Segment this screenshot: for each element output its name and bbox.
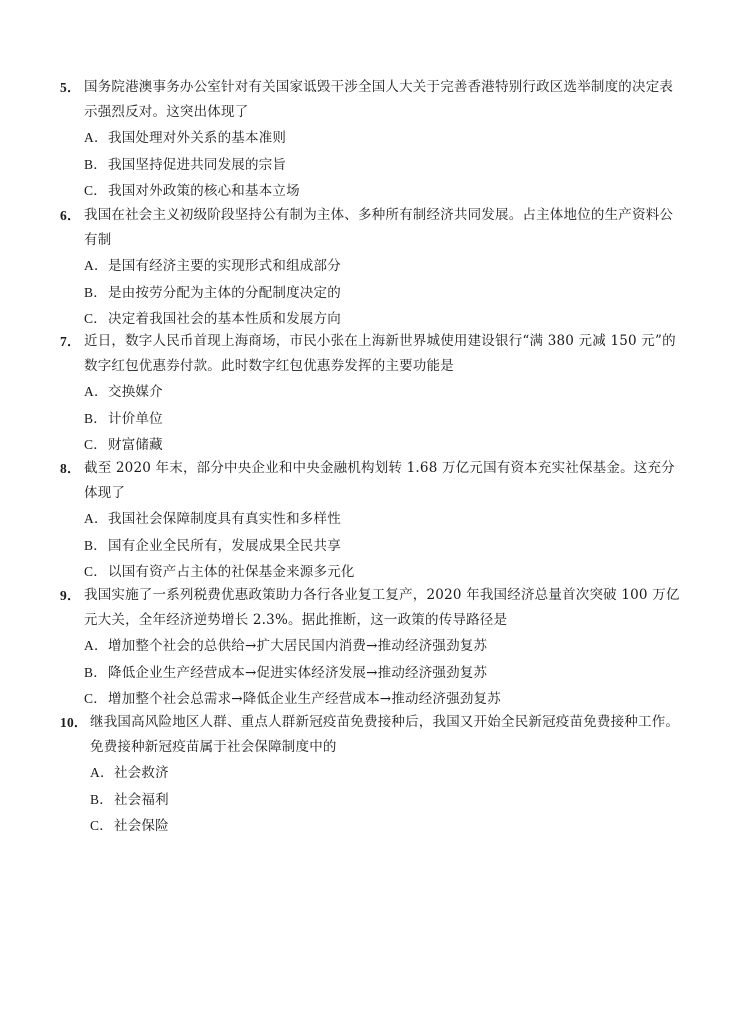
option-text: 增加整个社会的总供给→扩大居民国内消费→推动经济强劲复苏 [108,638,488,654]
option-b[interactable] [60,152,685,179]
question-number: 9． [60,588,81,603]
option-text: 我国社会保障制度具有真实性和多样性 [108,511,341,527]
option-a[interactable] [60,506,685,533]
option-list [60,379,685,459]
option-text: 我国坚持促进共同发展的宗旨 [108,156,287,173]
option-letter: A． [84,258,108,273]
option-letter: B． [84,284,107,300]
question-number: 6． [60,208,81,223]
question-text: 近日，数字人民币首现上海商场，市民小张在上海新世界城使用建设银行“满 380 元减 150 元”的数字红包优惠券付款。此时数字红包优惠券发挥的主要功能是 [84,333,676,374]
option-b[interactable] [60,660,685,687]
option-text: 增加整个社会总需求→降低企业生产经营成本→推动经济强劲复苏 [108,691,501,707]
option-text: 国有企业全民所有，发展成果全民共享 [108,537,341,554]
option-c[interactable] [60,813,685,840]
question-text: 我国实施了一系列税费优惠政策助力各行各业复工复产，2020 年我国经济总量首次突破 100 万亿元大关，全年经济逆势增长 2.3%。据此推断，这一政策的传导路径是 [84,587,680,628]
option-b[interactable] [60,787,685,814]
question-8 [60,456,685,586]
option-c[interactable] [60,686,685,713]
question-stem [60,456,685,506]
question-text: 我国在社会主义初级阶段坚持公有制为主体、多种所有制经济共同发展。占主体地位的生产资料公有制 [84,207,674,248]
question-5 [60,75,685,205]
option-text: 财富储藏 [108,437,163,453]
question-number: 8． [60,461,81,476]
option-letter: A． [84,384,108,399]
option-letter: C． [84,311,107,326]
option-letter: C． [84,564,107,579]
question-stem [60,203,685,253]
question-stem [60,329,685,379]
question-number: 7． [60,334,81,349]
option-text: 决定着我国社会的基本性质和发展方向 [108,311,341,327]
question-number: 10． [60,715,88,730]
question-7 [60,329,685,459]
option-letter: A． [84,130,108,145]
option-letter: A． [84,638,108,653]
option-letter: A． [84,511,108,526]
question-6 [60,203,685,333]
question-number: 5． [60,80,81,95]
option-text: 是由按劳分配为主体的分配制度决定的 [108,284,341,301]
option-letter: A． [90,765,114,780]
option-letter: C． [84,183,107,198]
option-text: 社会救济 [114,765,169,781]
question-text: 继我国高风险地区人群、重点人群新冠疫苗免费接种后，我国又开始全民新冠疫苗免费接种工作。免费接种新冠疫苗属于社会保障制度中的 [90,714,680,755]
question-stem [60,710,685,760]
option-a[interactable] [60,253,685,280]
option-a[interactable] [60,760,685,787]
question-stem [60,583,685,633]
option-letter: C． [84,437,107,452]
option-a[interactable] [60,125,685,152]
question-text: 国务院港澳事务办公室针对有关国家诋毁干涉全国人大关于完善香港特别行政区选举制度的决定表示强烈反对。这突出体现了 [84,79,674,120]
option-letter: B． [84,156,107,172]
option-list [60,125,685,205]
option-c[interactable] [60,559,685,586]
option-letter: B． [90,791,113,807]
option-text: 我国处理对外关系的基本准则 [108,130,287,146]
option-a[interactable] [60,379,685,406]
option-text: 是国有经济主要的实现形式和组成部分 [108,258,341,274]
option-text: 以国有资产占主体的社保基金来源多元化 [108,564,355,580]
question-text: 截至 2020 年末，部分中央企业和中央金融机构划转 1.68 万亿元国有资本充实社保基金。这充分体现了 [84,460,675,501]
question-10 [60,710,685,840]
question-stem [60,75,685,125]
option-letter: B． [84,537,107,553]
option-text: 降低企业生产经营成本→促进实体经济发展→推动经济强劲复苏 [108,664,488,681]
question-9 [60,583,685,713]
option-letter: B． [84,664,107,680]
option-text: 社会保险 [114,818,169,834]
option-b[interactable] [60,533,685,560]
option-b[interactable] [60,406,685,433]
option-text: 计价单位 [108,410,163,427]
option-list [60,760,685,840]
option-c[interactable] [60,432,685,459]
option-b[interactable] [60,280,685,307]
option-list [60,253,685,333]
option-letter: C． [90,818,113,833]
option-list [60,633,685,713]
option-letter: C． [84,691,107,706]
option-list [60,506,685,586]
option-text: 我国对外政策的核心和基本立场 [108,183,300,199]
option-c[interactable] [60,178,685,205]
option-letter: B． [84,410,107,426]
option-text: 社会福利 [114,791,169,808]
option-a[interactable] [60,633,685,660]
option-text: 交换媒介 [108,384,163,400]
